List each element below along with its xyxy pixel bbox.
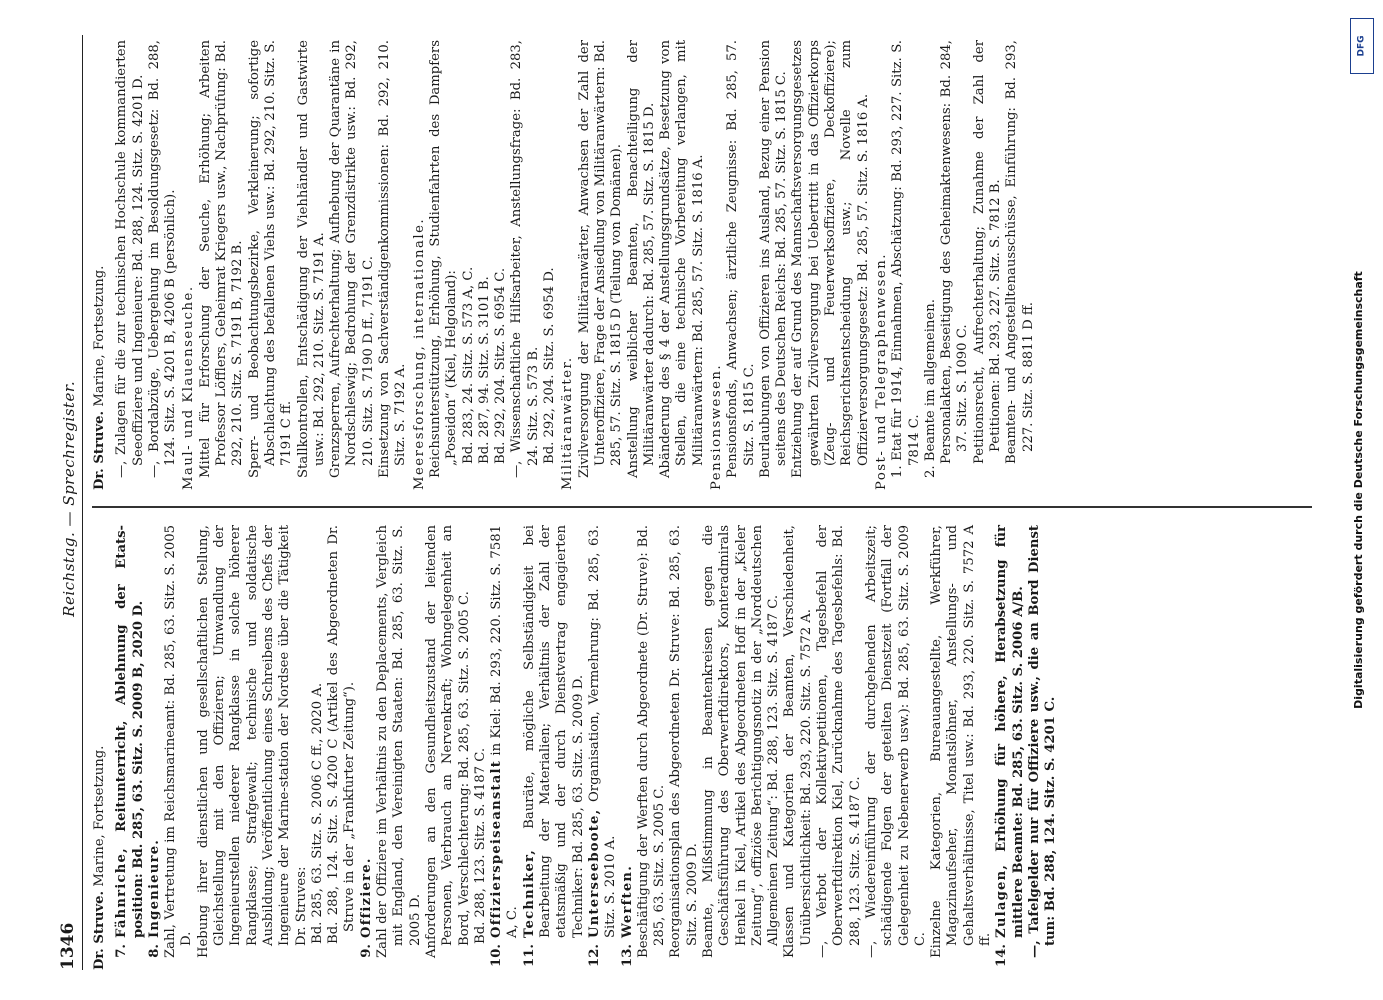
speaker-name: Dr. Struve. — [92, 890, 107, 970]
entry-title: Offiziere. — [358, 857, 374, 938]
page-header — [38, 35, 83, 970]
entry-paragraph: Klassen und Kategorien der Beamten, Verschiedenheit, Unübersichtlichkeit: Bd. 293, 220. Sitz. S. 7572 A. — [782, 525, 814, 958]
entry-title: Techniker, — [521, 848, 537, 938]
entry-paragraph: 1. Etat für 1914, Einnahmen, Abschätzung: Bd. 293, 227. Sitz. S. 7814 C. — [890, 40, 922, 478]
entry-paragraph: Einsetzung von Sachverständigenkommissionen: Bd. 292, 210. Sitz. S. 7192 A. — [377, 40, 409, 478]
entry-paragraph: —, Bordabzüge, Uebergehung im Besoldungsgesetz: Bd. 288, 124. Sitz. S. 4201 B, 4206 B (persönlich). — [146, 40, 179, 478]
entry-text: Reitunterricht, Ablehnung der Etats-position: Bd. 285, 63. Sitz. S. 2009 B, 2020 D. — [114, 525, 146, 938]
topic-name: Marine, Fortsetzung. — [92, 265, 107, 407]
entry-title: Unterseeboote, — [586, 808, 602, 938]
topic-name: Marine, Fortsetzung. — [92, 745, 107, 887]
entry-paragraph: Bd. 288, 123. Sitz. S. 4187 C. — [472, 747, 488, 944]
entry-paragraph: Bd. 283, 24. Sitz. S. 573 A, C. — [460, 266, 476, 464]
entry-paragraph: Bd. 285, 63. Sitz. S. 2006 C ff., 2020 A. — [309, 682, 325, 944]
right-column — [92, 40, 1037, 490]
entry-paragraph: —, Zulagen für die zur technischen Hochschule kommandierten Seeoffiziere und Ingenieure: Bd. 288, 124. Sitz. S. 4201 D. — [114, 40, 146, 478]
entry-paragraph: Anforderungen an den Gesundheitszustand der leitenden Personen, Verbrauch an Nervenkraft; Wohngelegenheit an Bord, Verschlechterung: Bd. 285, 63. Sitz. S. 2005 C. — [423, 525, 472, 958]
entry-paragraph: Reichsunterstützung, Erhöhung, Studienfahrten des Dampfers „Poseidon“ (Kiel, Helgoland): — [427, 40, 460, 478]
entry-paragraph: Mittel für Erforschung der Seuche, Erhöhung; Arbeiten Professor Löfflers, Geheimrat Kriegers usw., Nachprüfung: Bd. 292, 210. Sitz. S. 7191 B, 7192 B. — [197, 40, 246, 478]
entry-text: Erhöhung für höhere, Herabsetzung für mittlere Beamte: Bd. 285, 63. Sitz. S. 2006 A/B. — [994, 525, 1026, 938]
entry-11 — [522, 525, 587, 970]
entry-paragraph: Beamten- und Angestelltenausschüsse, Einführung: Bd. 293, 227. Sitz. S. 8811 D ff. — [1004, 40, 1036, 464]
entry-paragraph: —, Wissenschaftliche Hilfsarbeiter, Anstellungsfrage: Bd. 283, 24. Sitz. S. 573 B. — [509, 40, 541, 478]
entry-12 — [587, 525, 620, 970]
entry-paragraph: Bd. 292, 204. Sitz. S. 6954 C. — [493, 267, 509, 464]
entry-paragraph: —, Wiedereinführung der durchgehenden Arbeitszeit; schädigende Folgen der geteilten Dienstzeit (Fortfall der Gelegenheit zu Nebenerwerb usw.): Bd. 285, 63. Sitz. S. 2009 C. — [863, 525, 928, 958]
entry-paragraph: Bd. 287, 94. Sitz. S. 3101 B. — [476, 276, 492, 464]
entry-paragraph: Personalakten, Beseitigung des Geheimaktenwesens: Bd. 284, 37. Sitz. S. 1090 C. — [939, 40, 971, 464]
entry-paragraph: Reorganisationsplan des Abgeordneten Dr. Struve: Bd. 285, 63. Sitz. S. 2009 D. — [668, 525, 700, 958]
entry-title: Werften. — [619, 864, 635, 938]
digitization-sidebar — [1347, 10, 1377, 990]
section-title: Post- und Telegraphenwesen. — [873, 253, 889, 490]
page-number: 1346 — [58, 922, 78, 970]
section-title: Meeresforschung, internationale. — [411, 217, 427, 490]
funding-note: Digitalisierung gefördert durch die Deutsche Forschungsgemeinschaft — [1352, 271, 1365, 709]
entry-paragraph: Sperr- und Beobachtungsbezirke, Verkleinerung; sofortige Abschlachtung des befallenen Viehs usw.: Bd. 292, 210. Sitz. S. 7191 C ff. — [246, 40, 295, 478]
entry-paragraph: Bd. 292, 204. Sitz. S. 6954 D. — [542, 267, 558, 464]
section-title: Militäranwärter. — [560, 356, 576, 490]
section-title: Maul- und Klauenseuche. — [181, 285, 197, 490]
entry-title: Fähnriche, — [114, 847, 130, 938]
entry-paragraph: 2. Beamte im allgemeinen. — [922, 299, 938, 478]
column-divider — [92, 507, 1312, 509]
entry-paragraph: Grenzsperren, Aufrechterhaltung; Aufhebung der Quarantäne in Nordschleswig; Bedrohung der Grenzdistrikte usw.: Bd. 292, 210. Sitz. S. 7190 D ff., 7191 C. — [328, 40, 376, 478]
entry-7 — [114, 525, 147, 970]
entry-number: 9. — [358, 944, 374, 958]
entry-paragraph: Anstellung weiblicher Beamten, Benachteiligung der Militäranwärter dadurch: Bd. 285, 57. Sitz. S. 1815 D. — [625, 40, 657, 478]
entry-8 — [147, 525, 163, 970]
entry-9 — [359, 525, 375, 970]
entry-title: Offizierspeiseanstalt — [489, 759, 505, 938]
left-column — [92, 525, 1060, 970]
entry-number: 13. — [619, 944, 635, 967]
entry-paragraph: —, Verbot der Kollektivpetitionen, Tagesbefehl der Oberwerftdirektion Kiel, Zurücknahme des Tagesbefehls: Bd. 288, 123. Sitz. S. 4187 C. — [815, 525, 863, 958]
entry-number: 8. — [146, 944, 162, 958]
entry-10 — [489, 525, 522, 970]
entry-paragraph: Zahl, Vertretung im Reichsmarineamt: Bd. 285, 63. Sitz. S. 2005 D. — [163, 525, 195, 958]
entry-paragraph: Abänderung des § 4 der Anstellungsgrundsätze, Besetzung von Stellen, die eine technische Vorbereitung verlangen, mit Militäranwärtern: Bd. 285, 57. Sitz. S. 1816 A. — [658, 40, 706, 478]
entry-number: 12. — [586, 944, 602, 967]
entry-text: in Kiel: Bd. 293, 220. Sitz. S. 7581 A, C. — [489, 525, 521, 938]
entry-13 — [620, 525, 636, 970]
entry-title: Ingenieure. — [146, 838, 162, 938]
entry-paragraph: Bd. 288, 124. Sitz. S. 4200 C (Artikel des Abgeordneten Dr. Struve in der „Frankfurter Zeitung“). — [326, 525, 358, 944]
entry-paragraph: Petitionsrecht, Aufrechterhaltung; Zunahme der Zahl der Petitionen: Bd. 293, 227. Sitz. S. 7812 B. — [971, 40, 1004, 464]
entry-number: 10. — [489, 944, 505, 967]
entry-paragraph: Beurlaubungen von Offizieren ins Ausland, Bezug einer Pension seitens des Deutschen Reichs: Bd. 285, 57. Sitz. S. 1815 C. — [757, 40, 790, 478]
section-title: Pensionswesen. — [708, 363, 724, 490]
entry-number: 7. — [114, 944, 130, 958]
entry-text: Bauräte, mögliche Selbständigkeit bei Bearbeitung der Materialien; Verhältnis der Zahl der etatsmäßig und der durch Dienstvertrag engagierten Techniker: Bd. 285, 63. Sitz. S. 2009 D. — [521, 525, 586, 938]
entry-paragraph: —, Tafelgelder nur für Offiziere usw., die an Bord Dienst tun: Bd. 288, 124. Sitz. S. 4201 C. — [1026, 525, 1059, 958]
entry-text: Organisation, Vermehrung: Bd. 285, 63. Sitz. S. 2010 A. — [586, 525, 619, 938]
entry-title: Zulagen, — [994, 863, 1010, 938]
entry-paragraph: Beschäftigung der Werften durch Abgeordnete (Dr. Struve): Bd. 285, 63. Sitz. S. 2005 C. — [635, 525, 668, 958]
column-heading — [92, 40, 108, 490]
entry-paragraph: Einzelne Kategorien, Bureauangestellte, Werkführer, Magazinaufseher, Monatslöhner, Anstellungs- und Gehaltsverhältnisse, Titel usw.: Bd. 293, 220. Sitz. S. 7572 A ff. — [929, 525, 994, 958]
entry-paragraph: Hebung ihrer dienstlichen und gesellschaftlichen Stellung, Gleichstellung mit den Offizieren; Umwandlung der Ingenieurstellen niederer Rangklasse in solche höherer Rangklasse; Strafgewalt; technische und soldatische Ausbildung; Veröffentlichung eines Schreibens des Chefs der Ingenieure der Marine-station der Nordsee über die Tätigkeit Dr. Struves: — [195, 525, 309, 958]
speaker-name: Dr. Struve. — [92, 410, 107, 490]
entry-paragraph: Entziehung der auf Grund des Mannschaftsversorgungsgesetzes gewährten Zivilversorgung bei Uebertritt in das Offizierkorps (Zeug- und Feuerwerksoffiziere, Deckoffiziere); Reichsgerichtsentscheidung usw.; Novelle zum Offizierversorgungsgesetz: Bd. 285, 57. Sitz. S. 1816 A. — [790, 40, 871, 478]
entry-paragraph: Pensionsfonds, Anwachsen; ärztliche Zeugnisse: Bd. 285, 57. Sitz. S. 1815 C. — [725, 40, 757, 478]
entry-paragraph: Zivilversorgung der Militäranwärter, Anwachsen der Zahl der Unteroffiziere, Frage der Ansiedlung von Militäranwärtern: Bd. 285, 57. Sitz. S. 1815 D (Teilung von Domänen). — [576, 40, 625, 478]
entry-14 — [994, 525, 1027, 970]
running-title: Reichstag. — Sprechregister. — [60, 380, 78, 617]
entry-paragraph: Beamte, Mißstimmung in Beamtenkreisen gegen die Geschäftsführung des Oberwerftdirektors, Konteradmirals Henkel in Kiel, Artikel des Abgeordneten Hoff in der „Kieler Zeitung“, offiziöse Berichtigungsnotiz in der „Norddeutschen Allgemeinen Zeitung“: Bd. 288, 123. Sitz. S. 4187 C. — [700, 525, 782, 958]
column-heading — [92, 525, 108, 970]
entry-number: 14. — [994, 944, 1010, 967]
entry-paragraph: Stallkontrollen, Entschädigung der Viehhändler und Gastwirte usw.: Bd. 292, 210. Sitz. S. 7191 A. — [295, 40, 327, 478]
entry-number: 11. — [521, 944, 537, 967]
entry-paragraph: Zahl der Offiziere im Verhältnis zu den Deplacements, Vergleich mit England, den Vereinigten Staaten: Bd. 285, 63. Sitz. S. 2005 D. — [375, 525, 423, 958]
dfg-logo-text: DFG — [1356, 35, 1367, 57]
